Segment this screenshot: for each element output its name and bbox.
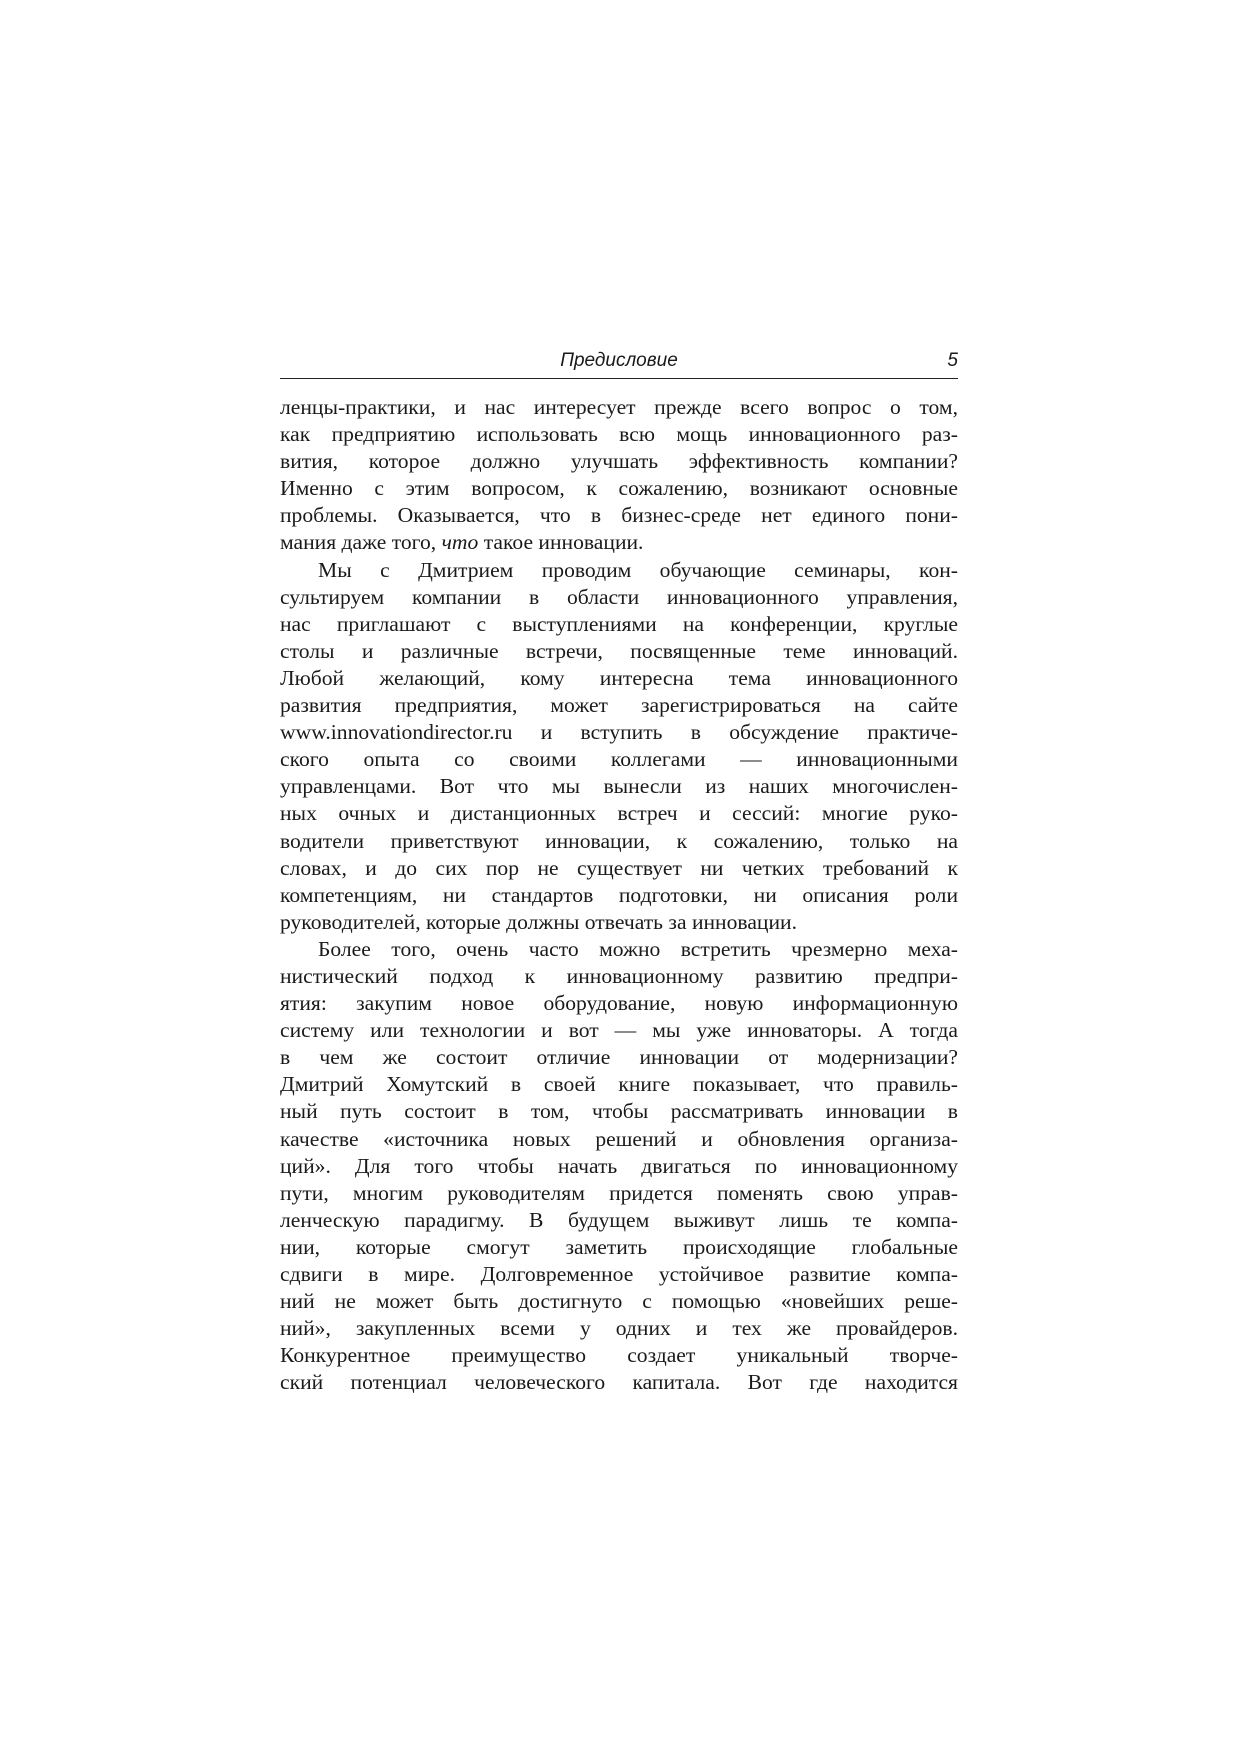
text-line: Дмитрий Хомутский в своей книге показывает, что правиль- bbox=[280, 1072, 958, 1097]
text-line: ный путь состоит в том, чтобы рассматривать инновации в bbox=[280, 1099, 958, 1124]
text-line: www.innovationdirector.ru и вступить в обсуждение практиче- bbox=[280, 720, 958, 745]
text-line: ятия: закупим новое оборудование, новую информационную bbox=[280, 991, 958, 1016]
text-line: ний не может быть достигнуто с помощью «новейших реше- bbox=[280, 1289, 958, 1314]
text-line: ленческую парадигму. В будущем выживут лишь те компа- bbox=[280, 1207, 958, 1232]
text-line: вития, которое должно улучшать эффективность компании? bbox=[280, 449, 958, 474]
body-text bbox=[280, 394, 958, 1396]
text-line: ций». Для того чтобы начать двигаться по инновационному bbox=[280, 1153, 958, 1178]
text-line: развития предприятия, может зарегистрироваться на сайте bbox=[280, 693, 958, 718]
text-line: Мы с Дмитрием проводим обучающие семинары, кон- bbox=[318, 557, 958, 582]
text-line: проблемы. Оказывается, что в бизнес-среде нет единого пони- bbox=[280, 503, 958, 528]
paragraph-1 bbox=[280, 394, 958, 557]
running-header bbox=[280, 348, 958, 379]
text-segment: такое инновации. bbox=[478, 530, 644, 555]
running-title: Предисловие bbox=[560, 350, 678, 371]
text-line: водители приветствуют инновации, к сожалению, только на bbox=[280, 828, 958, 853]
text-line: Любой желающий, кому интересна тема инновационного bbox=[280, 665, 958, 690]
text-line: пути, многим руководителям придется поменять свою управ- bbox=[280, 1180, 958, 1205]
page-number: 5 bbox=[947, 350, 958, 371]
text-segment: мания даже того, bbox=[280, 530, 442, 555]
paragraph-3 bbox=[280, 936, 958, 1397]
text-line: качестве «источника новых решений и обновления организа- bbox=[280, 1126, 958, 1151]
text-line: Именно с этим вопросом, к сожалению, возникают основные bbox=[280, 476, 958, 501]
text-line: нии, которые смогут заметить происходящие глобальные bbox=[280, 1234, 958, 1259]
text-line: управленцами. Вот что мы вынесли из наших многочислен- bbox=[280, 774, 958, 799]
text-line: руководителей, которые должны отвечать за инновации. bbox=[280, 909, 797, 934]
text-line: столы и различные встречи, посвященные теме инноваций. bbox=[280, 638, 958, 663]
text-line: ний», закупленных всеми у одних и тех же провайдеров. bbox=[280, 1316, 958, 1341]
text-line: ского опыта со своими коллегами — инновационными bbox=[280, 747, 958, 772]
text-line: Конкурентное преимущество создает уникальный творче- bbox=[280, 1343, 958, 1368]
text-line: компетенциям, ни стандартов подготовки, ни описания роли bbox=[280, 882, 958, 907]
paragraph-2 bbox=[280, 557, 958, 936]
text-line: ский потенциал человеческого капитала. Вот где находится bbox=[280, 1370, 958, 1395]
emphasis-word: что bbox=[441, 530, 479, 555]
text-line: Более того, очень часто можно встретить чрезмерно меха- bbox=[318, 936, 958, 961]
text-line: как предприятию использовать всю мощь инновационного раз- bbox=[280, 422, 958, 447]
text-line: нас приглашают с выступлениями на конференции, круглые bbox=[280, 611, 958, 636]
text-line: сультируем компании в области инновационного управления, bbox=[280, 584, 958, 609]
text-line: сдвиги в мире. Долговременное устойчивое развитие компа- bbox=[280, 1262, 958, 1286]
text-line: нистический подход к инновационному развитию предпри- bbox=[280, 963, 958, 988]
text-line: ных очных и дистанционных встреч и сессий: многие руко- bbox=[280, 801, 958, 826]
text-line bbox=[280, 529, 958, 556]
text-line: словах, и до сих пор не существует ни четких требований к bbox=[280, 855, 958, 880]
text-line: в чем же состоит отличие инновации от модернизации? bbox=[280, 1045, 958, 1070]
text-line: ленцы-практики, и нас интересует прежде всего вопрос о том, bbox=[280, 395, 958, 419]
text-line: систему или технологии и вот — мы уже инноваторы. А тогда bbox=[280, 1018, 958, 1043]
